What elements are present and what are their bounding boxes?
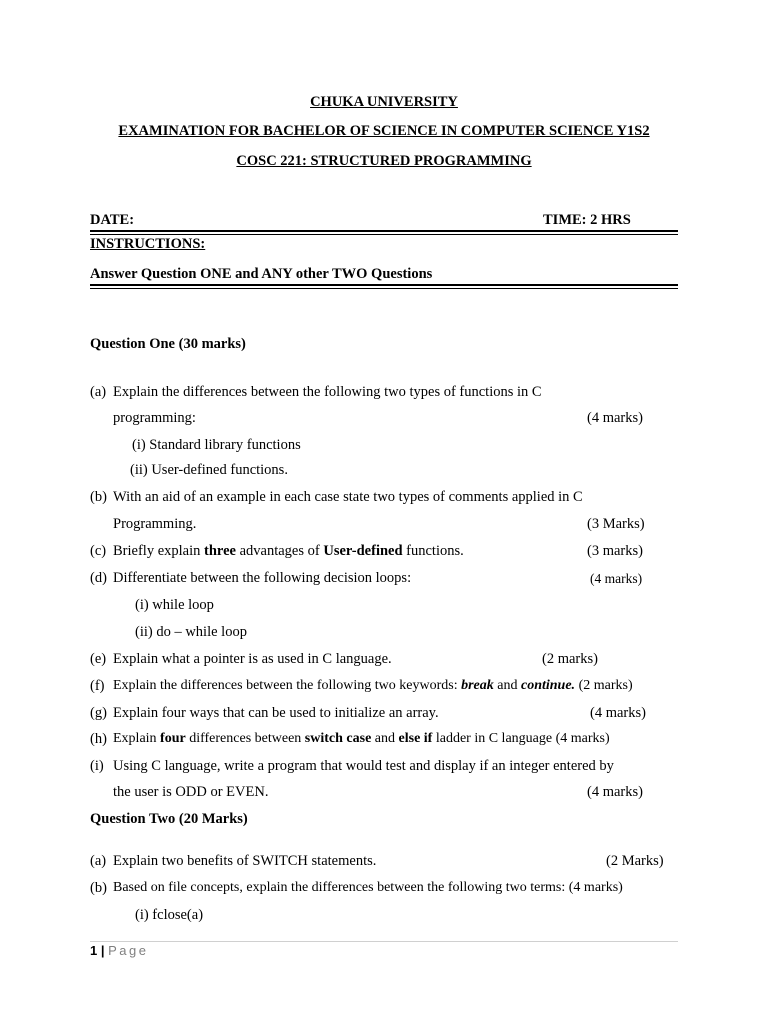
- footer-rule: [90, 941, 678, 942]
- q1-e-line1: Explain what a pointer is as used in C language.: [113, 651, 392, 667]
- header-rule-top-thick: [90, 230, 678, 232]
- header-rule-bottom-thin: [90, 288, 678, 289]
- q1-c-t3: advantages of: [235, 543, 324, 559]
- q1-c-t1: Briefly explain: [113, 543, 205, 559]
- q2-b-sub-i: (i) fclose(a): [135, 907, 204, 923]
- q1-a-label: (a): [90, 384, 107, 400]
- q1-e-marks: (2 marks): [542, 651, 598, 667]
- footer-separator: |: [100, 943, 105, 958]
- q1-i-line2: the user is ODD or EVEN.: [113, 784, 269, 800]
- university-title: CHUKA UNIVERSITY: [310, 94, 458, 110]
- q1-f-text: [113, 678, 633, 694]
- q1-a-marks: (4 marks): [587, 410, 643, 426]
- q1-b-line2: Programming.: [113, 516, 197, 532]
- q1-h-t2: four: [160, 731, 186, 746]
- q1-b-marks: (3 Marks): [587, 516, 645, 532]
- page-number: 1: [90, 943, 98, 958]
- q2-b-label: (b): [90, 880, 107, 896]
- header-rule-bottom-thick: [90, 284, 678, 286]
- q1-a-sub-i: (i) Standard library functions: [132, 437, 301, 453]
- page-word: Page: [108, 943, 149, 958]
- instructions-label: INSTRUCTIONS:: [90, 236, 206, 252]
- q1-d-label: (d): [90, 570, 107, 586]
- q1-b-label: (b): [90, 489, 107, 505]
- q1-c-label: (c): [90, 543, 107, 559]
- q1-a-sub-ii: (ii) User-defined functions.: [130, 462, 288, 478]
- q1-c-t4: User-defined: [323, 543, 403, 559]
- q2-b-line1: Based on file concepts, explain the differences between the following two terms: (4 marks): [113, 880, 623, 895]
- exam-title: EXAMINATION FOR BACHELOR OF SCIENCE IN COMPUTER SCIENCE Y1S2: [118, 123, 650, 139]
- page-footer: [90, 943, 149, 958]
- q1-c-text: [113, 543, 464, 560]
- q1-f-t1: Explain the differences between the following two keywords:: [113, 678, 462, 693]
- q1-i-label: (i): [90, 758, 104, 774]
- q1-c-t5: functions.: [402, 543, 464, 559]
- q1-d-marks: (4 marks): [590, 571, 643, 586]
- q2-a-line1: Explain two benefits of SWITCH statements.: [113, 853, 377, 869]
- q2-a-marks: (2 Marks): [606, 853, 664, 869]
- q1-f-label: (f): [90, 678, 105, 694]
- header-rule-top-thin: [90, 234, 678, 235]
- q1-h-t1: Explain: [113, 731, 161, 746]
- q1-h-t4: switch case: [304, 731, 372, 746]
- q1-b-line1: With an aid of an example in each case state two types of comments applied in C: [113, 489, 583, 505]
- q1-a-line1: Explain the differences between the following two types of functions in C: [113, 384, 542, 400]
- q1-a-line2: programming:: [113, 410, 196, 426]
- time-label: TIME: 2 HRS: [543, 212, 631, 228]
- q1-h-label: (h): [90, 731, 107, 747]
- q1-c-marks: (3 marks): [587, 543, 643, 559]
- question-one-title: Question One (30 marks): [90, 336, 246, 352]
- q1-i-marks: (4 marks): [587, 784, 643, 800]
- date-label: DATE:: [90, 212, 135, 228]
- q2-a-label: (a): [90, 853, 107, 869]
- q1-d-sub-ii: (ii) do – while loop: [135, 624, 247, 640]
- q1-f-t3: and: [493, 678, 521, 693]
- q1-f-t4: continue.: [520, 678, 576, 693]
- course-title: COSC 221: STRUCTURED PROGRAMMING: [236, 153, 532, 169]
- instructions-text: Answer Question ONE and ANY other TWO Questions: [90, 266, 433, 282]
- q1-h-t6: else if: [398, 731, 433, 746]
- q1-g-line1: Explain four ways that can be used to initialize an array.: [113, 705, 439, 721]
- q1-h-text: [113, 731, 610, 747]
- q1-g-label: (g): [90, 705, 107, 721]
- q1-c-t2: three: [204, 543, 236, 559]
- q1-f-marks: (2 marks): [575, 678, 633, 693]
- q1-e-label: (e): [90, 651, 107, 667]
- q1-h-t5: and: [371, 731, 399, 746]
- q1-h-t7: ladder in C language (4 marks): [432, 731, 610, 746]
- q1-i-line1: Using C language, write a program that would test and display if an integer entered by: [113, 758, 614, 774]
- q1-d-line1: Differentiate between the following decision loops:: [113, 570, 412, 586]
- q1-d-sub-i: (i) while loop: [135, 597, 214, 613]
- q1-g-marks: (4 marks): [590, 705, 646, 721]
- question-two-title: Question Two (20 Marks): [90, 811, 248, 827]
- q1-h-t3: differences between: [185, 731, 305, 746]
- q1-f-t2: break: [461, 678, 494, 693]
